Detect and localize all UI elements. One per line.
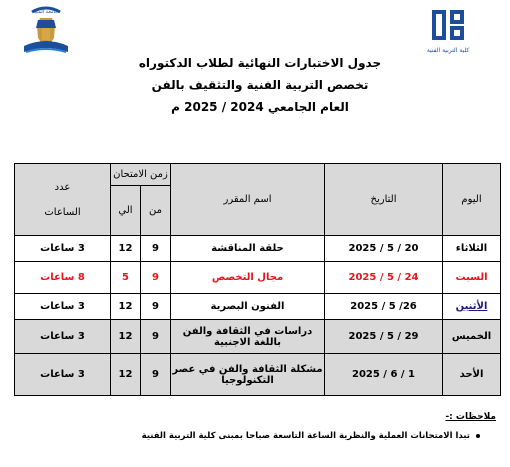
table-row bbox=[15, 236, 501, 262]
university-logo bbox=[14, 6, 78, 58]
table-row bbox=[15, 262, 501, 294]
cell-date: 1 / 6 / 2025 bbox=[325, 354, 443, 396]
notes-section bbox=[26, 412, 496, 441]
cell-course: دراسات في الثقافة والفن باللغة الاجنبية bbox=[171, 320, 325, 354]
cell-date: 26/ 5 / 2025 bbox=[325, 294, 443, 320]
header-hours-line2: الساعات bbox=[44, 206, 81, 218]
cell-day: الخميس bbox=[443, 320, 501, 354]
cell-hours: 3 ساعات bbox=[15, 236, 111, 262]
note-text: تبدا الامتحانات العملية والنظرية الساعة التاسعة صباحا بمبنى كلية التربية الفنية bbox=[141, 431, 470, 441]
header-to: الي bbox=[111, 186, 141, 236]
cell-from: 9 bbox=[141, 236, 171, 262]
cell-to: 12 bbox=[111, 294, 141, 320]
header-day: اليوم bbox=[443, 164, 501, 236]
cell-course: مجال التخصص bbox=[171, 262, 325, 294]
cell-from: 9 bbox=[141, 294, 171, 320]
cell-from: 9 bbox=[141, 262, 171, 294]
cell-day bbox=[443, 294, 501, 320]
cell-course: حلقة المناقشة bbox=[171, 236, 325, 262]
header-hours bbox=[15, 164, 111, 236]
bullet-icon bbox=[476, 434, 480, 438]
cell-hours: 3 ساعات bbox=[15, 354, 111, 396]
cell-date: 29 / 5 / 2025 bbox=[325, 320, 443, 354]
header-from: من bbox=[141, 186, 171, 236]
page-title: جدول الاختبارات النهائية لطلاب الدكتوراه bbox=[138, 56, 382, 70]
cell-day: السبت bbox=[443, 262, 501, 294]
cell-from: 9 bbox=[141, 354, 171, 396]
academic-year: العام الجامعي 2024 / 2025 م bbox=[171, 100, 349, 114]
cell-date: 24 / 5 / 2025 bbox=[325, 262, 443, 294]
header-date: التاريخ bbox=[325, 164, 443, 236]
cell-day: الأحد bbox=[443, 354, 501, 396]
cell-to: 12 bbox=[111, 354, 141, 396]
faculty-logo bbox=[416, 8, 482, 60]
cell-day: الثلاثاء bbox=[443, 236, 501, 262]
cell-course: مشكلة الثقافة والفن في عصر التكنولوجيا bbox=[171, 354, 325, 396]
exam-schedule-table bbox=[14, 163, 501, 396]
cell-from: 9 bbox=[141, 320, 171, 354]
note-item bbox=[26, 431, 496, 441]
cell-course: الفنون البصرية bbox=[171, 294, 325, 320]
notes-title: ملاحظات :- bbox=[445, 412, 496, 422]
cell-to: 12 bbox=[111, 320, 141, 354]
cell-date: 20 / 5 / 2025 bbox=[325, 236, 443, 262]
cell-to: 5 bbox=[111, 262, 141, 294]
cell-to: 12 bbox=[111, 236, 141, 262]
header-exam-time: زمن الامتحان bbox=[111, 164, 171, 186]
university-logo-text: جامعة المنيا bbox=[33, 9, 59, 15]
faculty-logo-caption: كلية التربية الفنية bbox=[426, 47, 470, 54]
cell-day-label: الأثنين bbox=[455, 301, 488, 312]
header-hours-line1: عدد bbox=[54, 181, 71, 193]
header-course: اسم المقرر bbox=[171, 164, 325, 236]
cell-hours: 8 ساعات bbox=[15, 262, 111, 294]
table-row bbox=[15, 320, 501, 354]
cell-hours: 3 ساعات bbox=[15, 320, 111, 354]
table-row bbox=[15, 354, 501, 396]
page-title-block bbox=[110, 52, 410, 118]
table-row bbox=[15, 294, 501, 320]
cell-hours: 3 ساعات bbox=[15, 294, 111, 320]
page-subtitle: تخصص التربية الفنية والتثقيف بالفن bbox=[151, 78, 369, 92]
